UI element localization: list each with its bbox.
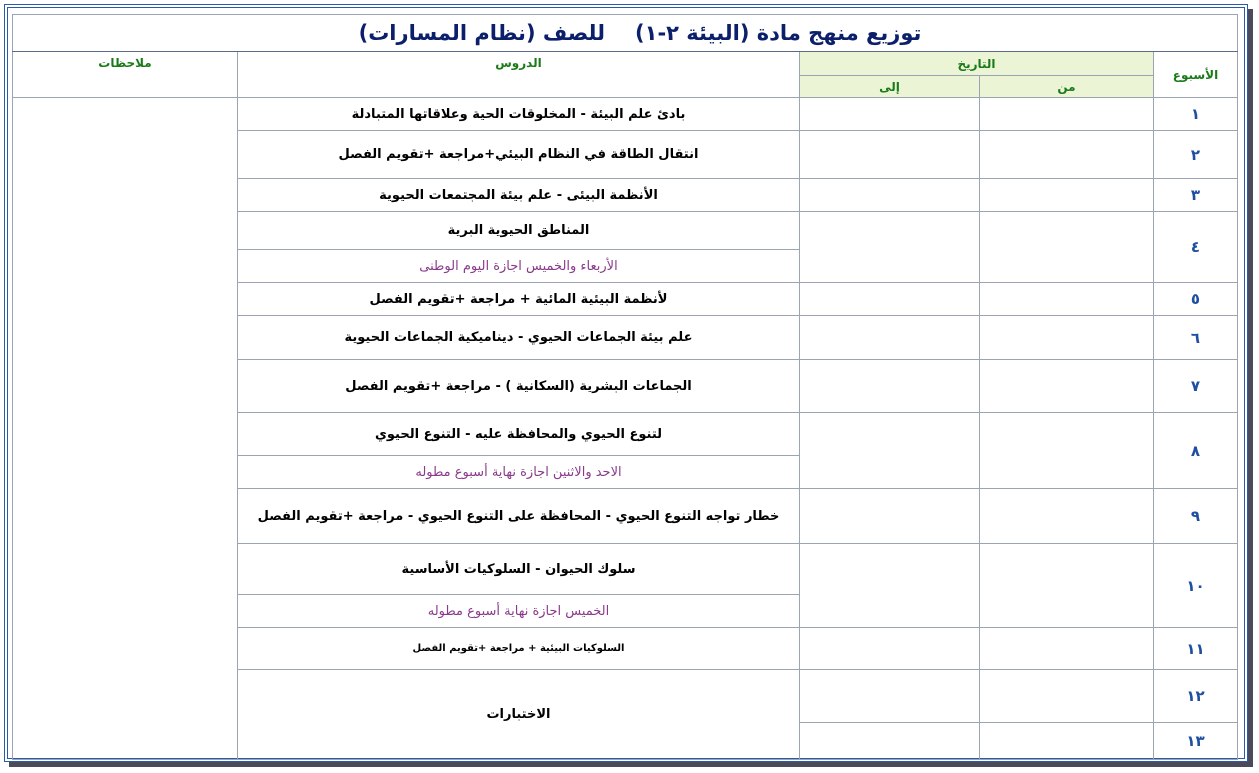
date-from-cell bbox=[980, 283, 1154, 316]
date-to-cell bbox=[800, 179, 980, 212]
week-number: ١١ bbox=[1154, 628, 1238, 670]
week-number: ١٠ bbox=[1154, 544, 1238, 628]
date-to-cell bbox=[800, 131, 980, 179]
date-from-cell bbox=[980, 98, 1154, 131]
lesson-cell: الجماعات البشرية (السكانية ) - مراجعة +تقويم الفصل bbox=[238, 360, 800, 413]
header-from: من bbox=[980, 76, 1154, 98]
holiday-note: الاحد والاثنين اجازة نهاية أسبوع مطوله bbox=[238, 456, 800, 489]
date-from-cell bbox=[980, 179, 1154, 212]
date-from-cell bbox=[980, 670, 1154, 723]
week-number: ٩ bbox=[1154, 489, 1238, 544]
week-number: ٦ bbox=[1154, 316, 1238, 360]
week-number: ٧ bbox=[1154, 360, 1238, 413]
lesson-cell: السلوكيات البيئية + مراجعة +تقويم الفصل bbox=[238, 628, 800, 670]
date-from-cell bbox=[980, 212, 1154, 283]
header-lessons: الدروس bbox=[238, 52, 800, 98]
date-to-cell bbox=[800, 628, 980, 670]
title-subject: توزيع منهج مادة (البيئة ٢-١) bbox=[635, 21, 922, 45]
date-to-cell bbox=[800, 360, 980, 413]
date-from-cell bbox=[980, 413, 1154, 489]
date-to-cell bbox=[800, 98, 980, 131]
week-number: ٣ bbox=[1154, 179, 1238, 212]
lesson-cell: سلوك الحيوان - السلوكيات الأساسية bbox=[238, 544, 800, 595]
lesson-cell: انتقال الطاقة في النظام البيئي+مراجعة +تقويم الفصل bbox=[238, 131, 800, 179]
date-to-cell bbox=[800, 316, 980, 360]
date-to-cell bbox=[800, 283, 980, 316]
date-to-cell bbox=[800, 723, 980, 760]
date-to-cell bbox=[800, 670, 980, 723]
date-from-cell bbox=[980, 131, 1154, 179]
lesson-cell: لأنظمة البيئية المائية + مراجعة +تقويم الفصل bbox=[238, 283, 800, 316]
week-number: ٥ bbox=[1154, 283, 1238, 316]
header-date: التاريخ bbox=[800, 52, 1154, 76]
date-from-cell bbox=[980, 489, 1154, 544]
title-grade: للصف (نظام المسارات) bbox=[358, 21, 606, 45]
lesson-cell: بادئ علم البيئة - المخلوقات الحية وعلاقاتها المتبادلة bbox=[238, 98, 800, 131]
holiday-note: الأربعاء والخميس اجازة اليوم الوطنى bbox=[238, 250, 800, 283]
week-number: ١ bbox=[1154, 98, 1238, 131]
date-from-cell bbox=[980, 544, 1154, 628]
lesson-cell: الأنظمة البيئى - علم بيئة المجتمعات الحيوية bbox=[238, 179, 800, 212]
header-week: الأسبوع bbox=[1154, 52, 1238, 98]
lesson-cell: خطار تواجه التنوع الحيوي - المحافظة على التنوع الحيوي - مراجعة +تقويم الفصل bbox=[238, 489, 800, 544]
curriculum-table bbox=[12, 14, 1238, 760]
lesson-cell: الاختبارات bbox=[238, 670, 800, 760]
week-number: ١٣ bbox=[1154, 723, 1238, 760]
date-to-cell bbox=[800, 489, 980, 544]
date-from-cell bbox=[980, 628, 1154, 670]
lesson-cell: علم بيئة الجماعات الحيوي - ديناميكية الجماعات الحيوية bbox=[238, 316, 800, 360]
holiday-note: الخميس اجازة نهاية أسبوع مطوله bbox=[238, 595, 800, 628]
week-number: ٢ bbox=[1154, 131, 1238, 179]
date-from-cell bbox=[980, 316, 1154, 360]
notes-cell bbox=[13, 98, 238, 760]
date-to-cell bbox=[800, 544, 980, 628]
lesson-cell: المناطق الحيوية البرية bbox=[238, 212, 800, 250]
week-number: ٨ bbox=[1154, 413, 1238, 489]
lesson-cell: لتنوع الحيوي والمحافظة عليه - التنوع الحيوي bbox=[238, 413, 800, 456]
week-number: ٤ bbox=[1154, 212, 1238, 283]
header-notes: ملاحظات bbox=[13, 52, 238, 98]
date-from-cell bbox=[980, 360, 1154, 413]
week-number: ١٢ bbox=[1154, 670, 1238, 723]
date-from-cell bbox=[980, 723, 1154, 760]
date-to-cell bbox=[800, 413, 980, 489]
header-to: إلى bbox=[800, 76, 980, 98]
date-to-cell bbox=[800, 212, 980, 283]
page-title bbox=[13, 15, 1238, 52]
